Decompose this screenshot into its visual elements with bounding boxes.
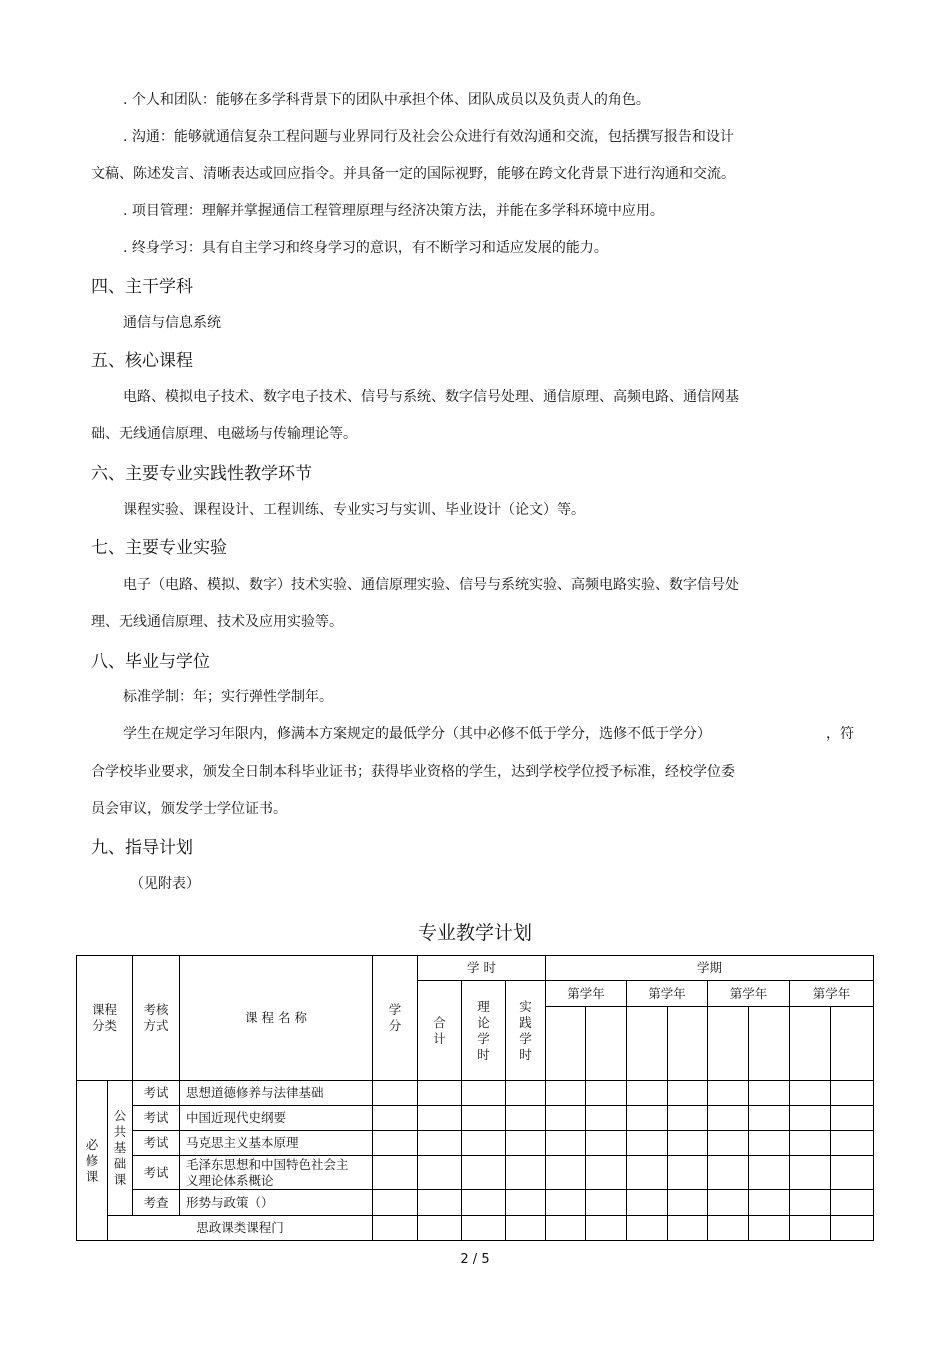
page-number: 2 / 5 [460, 1252, 490, 1267]
course-name: 马克思主义基本原理 [180, 1131, 373, 1156]
section-6-title: 六、主要专业实践性教学环节 [91, 464, 312, 484]
exam-method: 考试 [133, 1081, 180, 1106]
header-year-2: 第学年 [627, 981, 708, 1007]
header-exam-method: 考核方式 [133, 956, 180, 1081]
section-5-body-2: 础、无线通信原理、电磁场与传输理论等。 [91, 426, 357, 442]
course-name: 思想道德修养与法律基础 [180, 1081, 373, 1106]
section-8-title: 八、毕业与学位 [91, 652, 210, 672]
header-course-name: 课 程 名 称 [180, 956, 373, 1081]
table-row [77, 1106, 874, 1131]
header-category: 课程分类 [77, 956, 133, 1081]
table-header-row-1 [77, 956, 874, 981]
category-public-basic: 公共基础课 [108, 1081, 133, 1216]
course-name: 毛泽东思想和中国特色社会主义理论体系概论 [180, 1156, 373, 1190]
paragraph-communication-2: 文稿、陈述发言、清晰表达或回应指令。并具备一定的国际视野，能够在跨文化背景下进行沟通和交流。 [91, 166, 735, 182]
section-6-body: 课程实验、课程设计、工程训练、专业实习与实训、毕业设计（论文）等。 [123, 502, 585, 518]
section-8-body-1: 标准学制：年；实行弹性学制年。 [123, 689, 333, 705]
section-4-body: 通信与信息系统 [123, 315, 221, 331]
section-8-body-2-tail: ，符 [826, 726, 854, 742]
header-hours-total: 合计 [418, 981, 462, 1081]
table-row [77, 1156, 874, 1190]
paragraph-teamwork: . 个人和团队：能够在多学科背景下的团队中承担个体、团队成员以及负责人的角色。 [123, 92, 650, 108]
header-year-4: 第学年 [790, 981, 874, 1007]
table-summary-row [77, 1216, 874, 1241]
table-row [77, 1081, 874, 1106]
teaching-plan-table [76, 955, 874, 1241]
section-4-title: 四、主干学科 [91, 277, 193, 297]
table-row [77, 1190, 874, 1216]
header-year-1: 第学年 [546, 981, 627, 1007]
section-8-body-4: 员会审议，颁发学士学位证书。 [91, 801, 287, 817]
exam-method: 考试 [133, 1106, 180, 1131]
course-name: 中国近现代史纲要 [180, 1106, 373, 1131]
paragraph-communication-1: . 沟通：能够就通信复杂工程问题与业界同行及社会公众进行有效沟通和交流，包括撰写报告和设计 [123, 129, 734, 145]
table-row [77, 1131, 874, 1156]
category-required: 必修课 [77, 1081, 108, 1241]
table-title: 专业教学计划 [417, 922, 532, 944]
header-semester: 学期 [546, 956, 874, 981]
section-9-title: 九、指导计划 [91, 838, 193, 858]
section-5-body-1: 电路、模拟电子技术、数字电子技术、信号与系统、数字信号处理、通信原理、高频电路、通信网基 [123, 389, 739, 405]
paragraph-lifelong-learning: . 终身学习：具有自主学习和终身学习的意识，有不断学习和适应发展的能力。 [123, 240, 608, 256]
section-8-body-2: 学生在规定学习年限内，修满本方案规定的最低学分（其中必修不低于学分，选修不低于学分） [123, 726, 711, 742]
paragraph-project-management: . 项目管理：理解并掌握通信工程管理原理与经济决策方法，并能在多学科环境中应用。 [123, 203, 664, 219]
section-7-body-2: 理、无线通信原理、技术及应用实验等。 [91, 614, 343, 630]
summary-label: 思政课类课程门 [108, 1216, 373, 1241]
section-7-title: 七、主要专业实验 [91, 538, 227, 558]
exam-method: 考试 [133, 1156, 180, 1190]
header-credit: 学分 [373, 956, 418, 1081]
header-hours-practice: 实践学时 [506, 981, 546, 1081]
header-hours-theory: 理论学时 [462, 981, 506, 1081]
header-year-3: 第学年 [708, 981, 790, 1007]
section-9-body: （见附表） [130, 876, 200, 892]
exam-method: 考试 [133, 1131, 180, 1156]
course-name: 形势与政策（） [180, 1190, 373, 1216]
section-7-body-1: 电子（电路、模拟、数字）技术实验、通信原理实验、信号与系统实验、高频电路实验、数字信号处 [123, 577, 739, 593]
section-8-body-3: 合学校毕业要求，颁发全日制本科毕业证书；获得毕业资格的学生，达到学校学位授予标准，经校学位委 [91, 764, 735, 780]
header-hours: 学 时 [418, 956, 546, 981]
exam-method: 考查 [133, 1190, 180, 1216]
section-5-title: 五、核心课程 [91, 351, 193, 371]
